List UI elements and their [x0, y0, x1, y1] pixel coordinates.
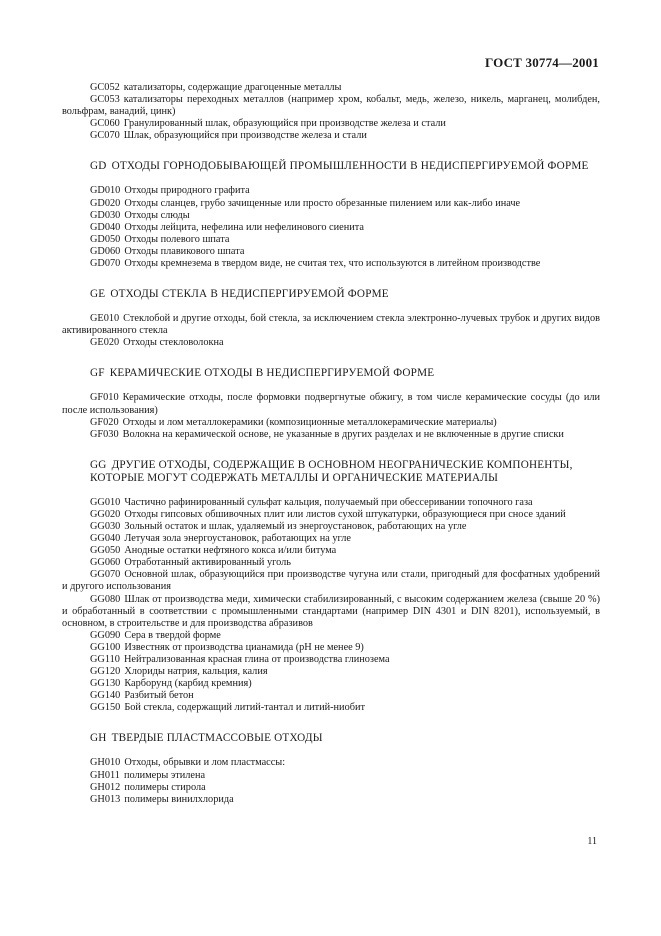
- section-title: ОТХОДЫ СТЕКЛА В НЕДИСПЕРГИРУЕМОЙ ФОРМЕ: [110, 288, 389, 301]
- entry-code: GC060: [90, 118, 120, 130]
- waste-entry: [62, 666, 600, 678]
- entry-code: GD030: [90, 209, 121, 221]
- entry-text: Нейтрализованная красная глина от производства глинозема: [123, 654, 390, 665]
- section-title: КЕРАМИЧЕСКИЕ ОТХОДЫ В НЕДИСПЕРГИРУЕМОЙ ФОРМЕ: [109, 367, 435, 380]
- waste-entry: [62, 82, 600, 94]
- entry-text: Отходы полевого шпата: [124, 233, 230, 245]
- entry-code: GG040: [90, 533, 121, 545]
- waste-entry: [62, 757, 600, 769]
- entry-code: GD010: [90, 185, 121, 197]
- entry-text: Отходы и лом металлокерамики (композиционные металлокерамические материалы): [122, 416, 497, 428]
- entry-code: GG030: [90, 520, 121, 532]
- entry-text: Гранулированный шлак, образующийся при производстве железа и стали: [123, 118, 446, 130]
- entry-text: Известняк от производства цианамида (рН не менее 9): [124, 641, 364, 653]
- entry-text: Волокна на керамической основе, не указанные в других разделах и не включенные в другие списки: [122, 428, 564, 440]
- section-title: ОТХОДЫ ГОРНОДОБЫВАЮЩЕЙ ПРОМЫШЛЕННОСТИ В НЕДИСПЕРГИРУЕМОЙ ФОРМЕ: [111, 160, 589, 173]
- entry-code: GG120: [90, 666, 121, 678]
- entry-code: GH012: [90, 781, 121, 793]
- entry-code: GE010: [90, 313, 120, 325]
- waste-entry: [62, 654, 600, 666]
- waste-entry: [62, 313, 600, 337]
- waste-entry: [62, 210, 600, 222]
- waste-entry: [62, 630, 600, 642]
- waste-entry: [62, 417, 600, 429]
- entry-text: Летучая зола энергоустановок, работающих на угле: [124, 533, 351, 545]
- entry-code: GE020: [90, 337, 120, 349]
- entry-code: GG150: [90, 702, 121, 714]
- entry-text: полимеры этилена: [123, 769, 206, 781]
- section-heading: [62, 367, 600, 380]
- waste-entry: [62, 642, 600, 654]
- entry-code: GH010: [90, 757, 121, 769]
- waste-entry: [62, 94, 600, 118]
- entry-code: GG140: [90, 690, 121, 702]
- waste-entry: [62, 509, 600, 521]
- entry-text: Отходы гипсовых обшивочных плит или листов сухой штукатурки, образующиеся при сносе зданий: [124, 508, 566, 520]
- waste-entry: [62, 497, 600, 509]
- entry-text: Карборунд (карбид кремния): [124, 678, 252, 690]
- entry-text: Отходы слюды: [124, 209, 190, 221]
- waste-entry: [62, 337, 600, 349]
- entry-text: Шлак от производства меди, химически стабилизированный, с высоким содержанием железа (свыше 20 %) и обработанный в соответствии с промышленными стандартами (например DIN 4301 и DIN 8201), используемый, в основном, в строительстве и для производства абразивов: [62, 593, 600, 629]
- waste-entry: [62, 118, 600, 130]
- waste-entry: [62, 185, 600, 197]
- section-heading: [62, 288, 600, 301]
- entry-text: Разбитый бетон: [124, 690, 194, 702]
- entry-code: GD070: [90, 258, 121, 270]
- waste-entry: [62, 521, 600, 533]
- waste-entry: [62, 234, 600, 246]
- entry-code: GG050: [90, 545, 121, 557]
- page-number: 11: [587, 836, 597, 847]
- entry-text: Отработанный активированный уголь: [124, 557, 291, 569]
- waste-entry: [62, 429, 600, 441]
- entry-code: GF030: [90, 428, 119, 440]
- standard-number: ГОСТ 30774—2001: [484, 55, 599, 70]
- entry-text: Основной шлак, образующийся при производстве чугуна или стали, пригодный для фосфатных удобрений и другого использования: [62, 569, 600, 593]
- waste-entry: [62, 222, 600, 234]
- entry-code: GD060: [90, 245, 121, 257]
- entry-code: GH011: [90, 769, 120, 781]
- waste-entry: [62, 392, 600, 416]
- entry-code: GH013: [90, 793, 121, 805]
- entry-code: GG100: [90, 641, 121, 653]
- entry-code: GC070: [90, 130, 120, 142]
- waste-entry: [62, 690, 600, 702]
- entry-text: полимеры винилхлорида: [124, 793, 234, 805]
- entry-code: GG110: [90, 654, 120, 665]
- waste-entry: [62, 678, 600, 690]
- entry-text: Керамические отходы, после формовки подвергнутые обжигу, в том числе керамические сосуды (до или после использования): [62, 392, 600, 416]
- entry-text: Анодные остатки нефтяного кокса и/или битума: [124, 545, 337, 557]
- entry-text: Отходы природного графита: [124, 185, 250, 197]
- entry-text: Отходы кремнезема в твердом виде, не считая тех, что используются в литейном производстве: [124, 258, 541, 270]
- entry-text: Отходы плавикового шпата: [124, 245, 245, 257]
- entry-text: Бой стекла, содержащий литий-тантал и литий-ниобит: [124, 702, 365, 714]
- waste-entry: [62, 246, 600, 258]
- waste-entry: [62, 533, 600, 545]
- section-title: ТВЕРДЫЕ ПЛАСТМАССОВЫЕ ОТХОДЫ: [111, 732, 323, 745]
- entry-code: GD020: [90, 197, 121, 209]
- entry-code: GG130: [90, 678, 121, 690]
- entry-text: Зольный остаток и шлак, удаляемый из энергоустановок, работающих на угле: [124, 520, 467, 532]
- waste-entry: [62, 198, 600, 210]
- entry-code: GG080: [90, 593, 121, 605]
- waste-entry: [62, 557, 600, 569]
- entry-text: Частично рафинированный сульфат кальция, получаемый при обессеривании топочного газа: [124, 496, 533, 508]
- entry-code: GG060: [90, 557, 121, 569]
- document-body: [62, 82, 600, 806]
- waste-entry: [62, 130, 600, 142]
- waste-entry: [62, 794, 600, 806]
- waste-entry: [62, 545, 600, 557]
- entry-code: GF020: [90, 416, 119, 428]
- entry-text: Отходы, обрывки и лом пластмассы:: [124, 757, 286, 769]
- section-heading: [62, 732, 600, 745]
- section-code: GF: [90, 367, 105, 380]
- entry-code: GD040: [90, 221, 121, 233]
- entry-text: Отходы сланцев, грубо зачищенные или просто обрезанные пилением или как-либо иначе: [124, 197, 521, 209]
- entry-text: Стеклобой и другие отходы, бой стекла, за исключением стекла электронно-лучевых трубок и других видов активированного стекла: [62, 313, 600, 337]
- waste-entry: [62, 702, 600, 714]
- entry-code: GF010: [90, 392, 119, 404]
- section-title: ДРУГИЕ ОТХОДЫ, СОДЕРЖАЩИЕ В ОСНОВНОМ НЕОГРАНИЧЕСКИЕ КОМПОНЕНТЫ,: [111, 458, 573, 471]
- entry-text: Сера в твердой форме: [124, 629, 221, 641]
- section-code: GE: [90, 288, 106, 301]
- section-heading: [62, 459, 600, 485]
- waste-entry: [62, 594, 600, 630]
- section-heading: [62, 160, 600, 173]
- entry-code: GG020: [90, 508, 121, 520]
- entry-code: GC052: [90, 82, 120, 93]
- entry-code: GD050: [90, 233, 121, 245]
- waste-entry: [62, 782, 600, 794]
- entry-text: катализаторы, содержащие драгоценные металлы: [123, 82, 342, 93]
- section-code: GD: [90, 160, 107, 173]
- section-title-continued: КОТОРЫЕ МОГУТ СОДЕРЖАТЬ МЕТАЛЛЫ И ОРГАНИЧЕСКИЕ МАТЕРИАЛЫ: [90, 471, 499, 484]
- entry-code: GC053: [90, 94, 120, 106]
- entry-text: Отходы лейцита, нефелина или нефелинового сиенита: [124, 221, 364, 233]
- section-code: GG: [90, 458, 107, 471]
- entry-text: Отходы стекловолокна: [123, 337, 224, 349]
- waste-entry: [62, 258, 600, 270]
- section-code: GH: [90, 732, 107, 745]
- waste-entry: [62, 569, 600, 593]
- entry-code: GG090: [90, 629, 121, 641]
- waste-entry: [62, 770, 600, 782]
- entry-text: катализаторы переходных металлов (например хром, кобальт, медь, железо, никель, марганец, молибден, вольфрам, ванадий, цинк): [62, 94, 600, 118]
- entry-text: Шлак, образующийся при производстве железа и стали: [123, 130, 367, 142]
- entry-text: полимеры стирола: [124, 781, 206, 793]
- entry-text: Хлориды натрия, кальция, калия: [124, 666, 268, 678]
- entry-code: GG070: [90, 569, 121, 581]
- entry-code: GG010: [90, 496, 121, 508]
